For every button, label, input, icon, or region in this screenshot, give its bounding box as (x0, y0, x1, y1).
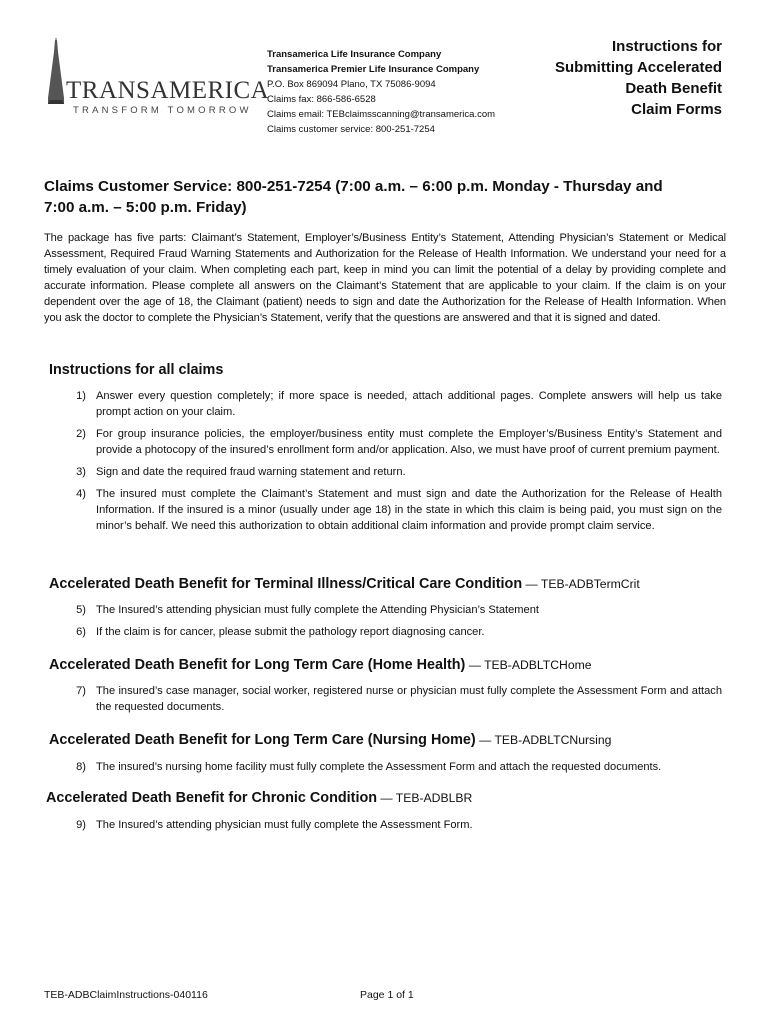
section-heading-nursing-home: Accelerated Death Benefit for Long Term Care (Nursing Home) — TEB-ADBLTCNursing (49, 732, 612, 748)
section-heading-all-claims: Instructions for all claims (49, 362, 224, 378)
mailing-address: P.O. Box 869094 Plano, TX 75086-9094 (267, 79, 436, 90)
title-line: Death Benefit (625, 80, 722, 97)
company-name-2: Transamerica Premier Life Insurance Company (267, 64, 480, 75)
list-item: 3) Sign and date the required fraud warning statement and return. (76, 466, 406, 478)
section-heading-home-health: Accelerated Death Benefit for Long Term Care (Home Health) — TEB-ADBLTCHome (49, 657, 592, 673)
contact-block (267, 47, 495, 137)
instructions-list-terminal-illness (68, 602, 722, 646)
section-heading-terminal-illness: Accelerated Death Benefit for Terminal Illness/Critical Care Condition — TEB-ADBTermCrit (49, 576, 640, 592)
claims-email: Claims email: TEBclaimsscanning@transamerica.com (267, 109, 496, 120)
instructions-list-all-claims (68, 388, 722, 540)
customer-service-hours: Claims Customer Service: 800-251-7254 (7:00 a.m. – 6:00 p.m. Monday - Thursday and 7:00 a.m. – 5:00 p.m. Friday) (44, 178, 663, 216)
instructions-list-chronic-condition (68, 817, 722, 839)
claims-phone: Claims customer service: 800-251-7254 (267, 124, 435, 135)
list-item: 8) The insured’s nursing home facility must fully complete the Assessment Form and attach the requested documents. (76, 761, 662, 773)
logo-wordmark: TRANSAMERICA (66, 77, 270, 104)
list-item: 7) The insured’s case manager, social worker, registered nurse or physician must fully complete the Assessment Form and attach the requested documents. (76, 685, 722, 713)
title-line: Claim Forms (631, 101, 722, 118)
page-number: Page 1 of 1 (360, 989, 414, 1001)
title-line: Instructions for (611, 38, 722, 55)
title-line: Submitting Accelerated (555, 59, 722, 76)
logo-tagline: TRANSFORM TOMORROW (73, 105, 252, 116)
list-item: 6) If the claim is for cancer, please submit the pathology report diagnosing cancer. (76, 626, 485, 638)
intro-paragraph: The package has five parts: Claimant’s Statement, Employer’s/Business Entity’s Statement, Attending Physician’s Statement or Medical Assessment, Required Fraud Warning Statements and Authorization for the Release of Health Information. We understand your need for a timely evaluation of your claim. When completing each part, keep in mind you can limit the potential of a delay by providing complete and accurate information. Please complete all answers on the Claimant’s Statement that are applicable to your claim. If the claim is on your dependent over the age of 18, the Claimant (patient) needs to sign and date the Authorization for the Release of Health Information. When you ask the doctor to complete the Physician’s Statement, verify that the questions are answered and that it is signed and dated. (44, 232, 726, 325)
instructions-list-home-health (68, 683, 722, 721)
document-title (522, 36, 722, 120)
company-name-1: Transamerica Life Insurance Company (267, 49, 442, 60)
instructions-list-nursing-home (68, 759, 722, 781)
list-item: 4) The insured must complete the Claimant’s Statement and must sign and date the Authorization for the Release of Health Information. If the insured is a minor (usually under age 18) in the state in which this claim is being paid, you must sign on the minor’s behalf. We need this authorization to obtain additional claim information and provide prompt claim service. (76, 488, 722, 532)
form-id: TEB-ADBClaimInstructions-040116 (44, 989, 208, 1001)
claims-fax: Claims fax: 866-586-6528 (267, 94, 376, 105)
list-item: 1) Answer every question completely; if more space is needed, attach additional pages. Complete answers will help us take prompt action on your claim. (76, 390, 722, 418)
list-item: 9) The Insured’s attending physician must fully complete the Assessment Form. (76, 819, 473, 831)
list-item: 5) The Insured’s attending physician must fully complete the Attending Physician’s Statement (76, 604, 539, 616)
list-item: 2) For group insurance policies, the employer/business entity must complete the Employer’s/Business Entity’s Statement and provide a photocopy of the insured’s enrollment form and/or application. Also, we must have proof of current premium payment. (76, 428, 722, 456)
section-heading-chronic-condition: Accelerated Death Benefit for Chronic Condition — TEB-ADBLBR (46, 790, 473, 806)
